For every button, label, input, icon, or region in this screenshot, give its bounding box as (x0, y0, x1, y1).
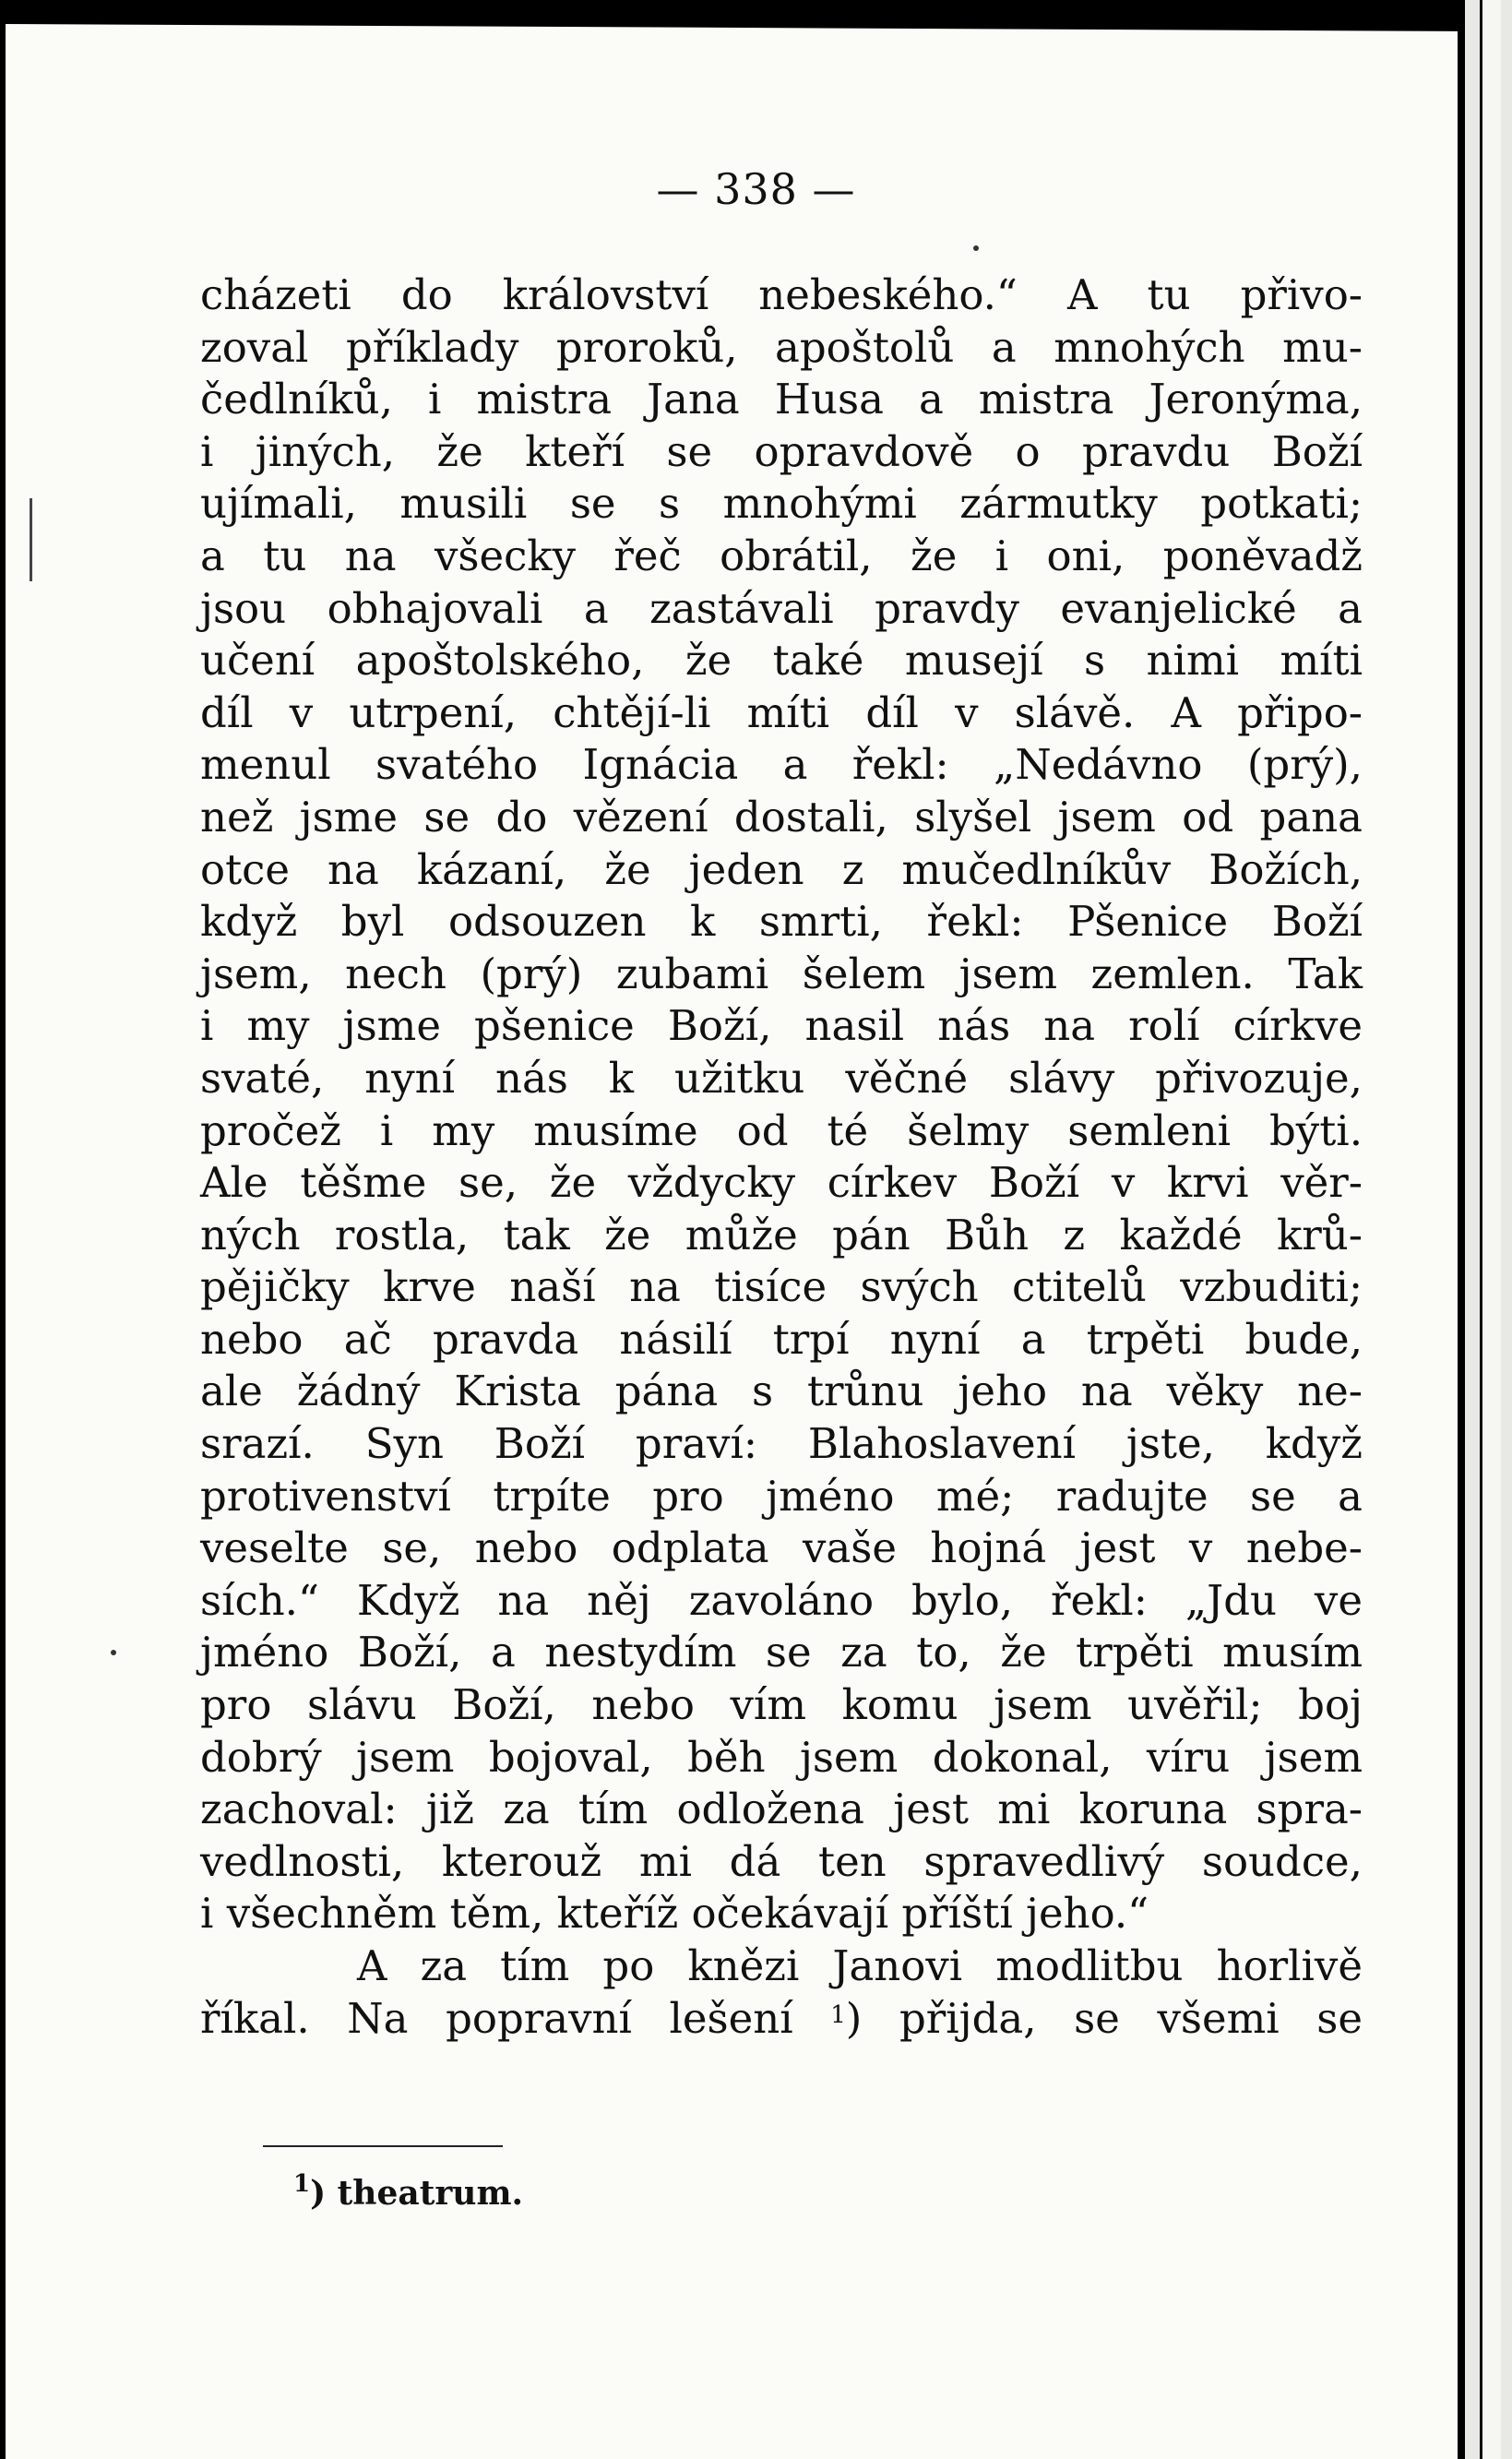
text-segment: říkal. Na popravní lešení (200, 1993, 793, 2043)
text-line: otce na kázaní, že jeden z mučedlníkův Božích, (200, 844, 1363, 894)
text-line: Ale těšme se, že vždycky církev Boží v krvi věr- (200, 1158, 1363, 1208)
ink-speck (111, 1650, 116, 1655)
body-text (200, 269, 1363, 2045)
footnote-reference: 1 (830, 2000, 846, 2029)
page-edge-mark (30, 498, 32, 581)
footnote-marker: 1 (293, 2170, 311, 2198)
text-line: když byl odsouzen k smrti, řekl: Pšenice Boží (200, 897, 1363, 947)
text-line: ujímali, musili se s mnohými zármutky potkati; (200, 479, 1363, 529)
text-segment: přijda, se všemi se (899, 1993, 1363, 2043)
text-line: svaté, nyní nás k užitku věčné slávy přivozuje, (200, 1053, 1363, 1103)
text-line: a tu na všecky řeč obrátil, že i oni, poněvadž (200, 531, 1363, 580)
text-line: srazí. Syn Boží praví: Blahoslavení jste, když (200, 1419, 1363, 1469)
text-line: menul svatého Ignácia a řekl: „Nedávno (prý), (200, 740, 1363, 790)
text-line-with-footnote: říkal. Na popravní lešení $^1$) přijda, se všemi se (200, 1993, 1363, 2043)
text-line: čedlníků, i mistra Jana Husa a mistra Jeronýma, (200, 375, 1363, 424)
text-line: sích.“ Když na něj zavoláno bylo, řekl: „Jdu ve (200, 1575, 1363, 1625)
text-line: protivenství trpíte pro jméno mé; radujte se a (200, 1471, 1363, 1521)
page-number: — 338 — (656, 164, 856, 214)
text-line: i všechněm těm, kteříž očekávají příští jeho.“ (200, 1889, 1149, 1939)
text-line: díl v utrpení, chtějí-li míti díl v slávě. A připo- (200, 687, 1363, 737)
text-line: než jsme se do vězení dostali, slyšel jsem od pana (200, 792, 1363, 842)
text-line: pějičky krve naší na tisíce svých ctitelů vzbuditi; (200, 1262, 1363, 1312)
text-line: učení apoštolského, že také musejí s nimi míti (200, 636, 1363, 686)
text-line: dobrý jsem bojoval, běh jsem dokonal, víru jsem (200, 1732, 1363, 1782)
text-line: ných rostla, tak že může pán Bůh z každé krů- (200, 1210, 1363, 1259)
footnote-rule (263, 2145, 503, 2147)
text-line: cházeti do království nebeského.“ A tu přivo- (200, 270, 1363, 319)
text-line: i jiných, že kteří se opravdově o pravdu Boží (200, 426, 1363, 476)
text-line: zoval příklady proroků, apoštolů a mnohých mu- (200, 322, 1363, 372)
text-line-paragraph-start: A za tím po knězi Janovi modlitbu horlivě (357, 1941, 1363, 1990)
text-line: i my jsme pšenice Boží, nasil nás na rolí církve (200, 1001, 1363, 1051)
text-line: vedlnosti, kterouž mi dá ten spravedlivý soudce, (200, 1836, 1363, 1886)
text-line: jsou obhajovali a zastávali pravdy evanjelické a (200, 583, 1363, 633)
footnote (293, 2170, 524, 2213)
text-line: zachoval: již za tím odložena jest mi koruna spra- (200, 1785, 1363, 1834)
footnote-text: ) theatrum. (310, 2174, 524, 2213)
text-line: nebo ač pravda násilí trpí nyní a trpěti bude, (200, 1314, 1363, 1364)
text-line: pro slávu Boží, nebo vím komu jsem uvěřil; boj (200, 1680, 1363, 1730)
binding-edge (1480, 0, 1501, 2459)
text-line: pročež i my musíme od té šelmy semleni býti. (200, 1105, 1363, 1155)
text-line: veselte se, nebo odplata vaše hojná jest v nebe- (200, 1523, 1363, 1573)
text-line: jsem, nech (prý) zubami šelem jsem zemlen. Tak (200, 949, 1363, 998)
ink-speck (973, 245, 979, 251)
text-line: ale žádný Krista pána s trůnu jeho na věky ne- (200, 1367, 1363, 1416)
text-line: jméno Boží, a nestydím se za to, že trpěti musím (200, 1628, 1363, 1677)
